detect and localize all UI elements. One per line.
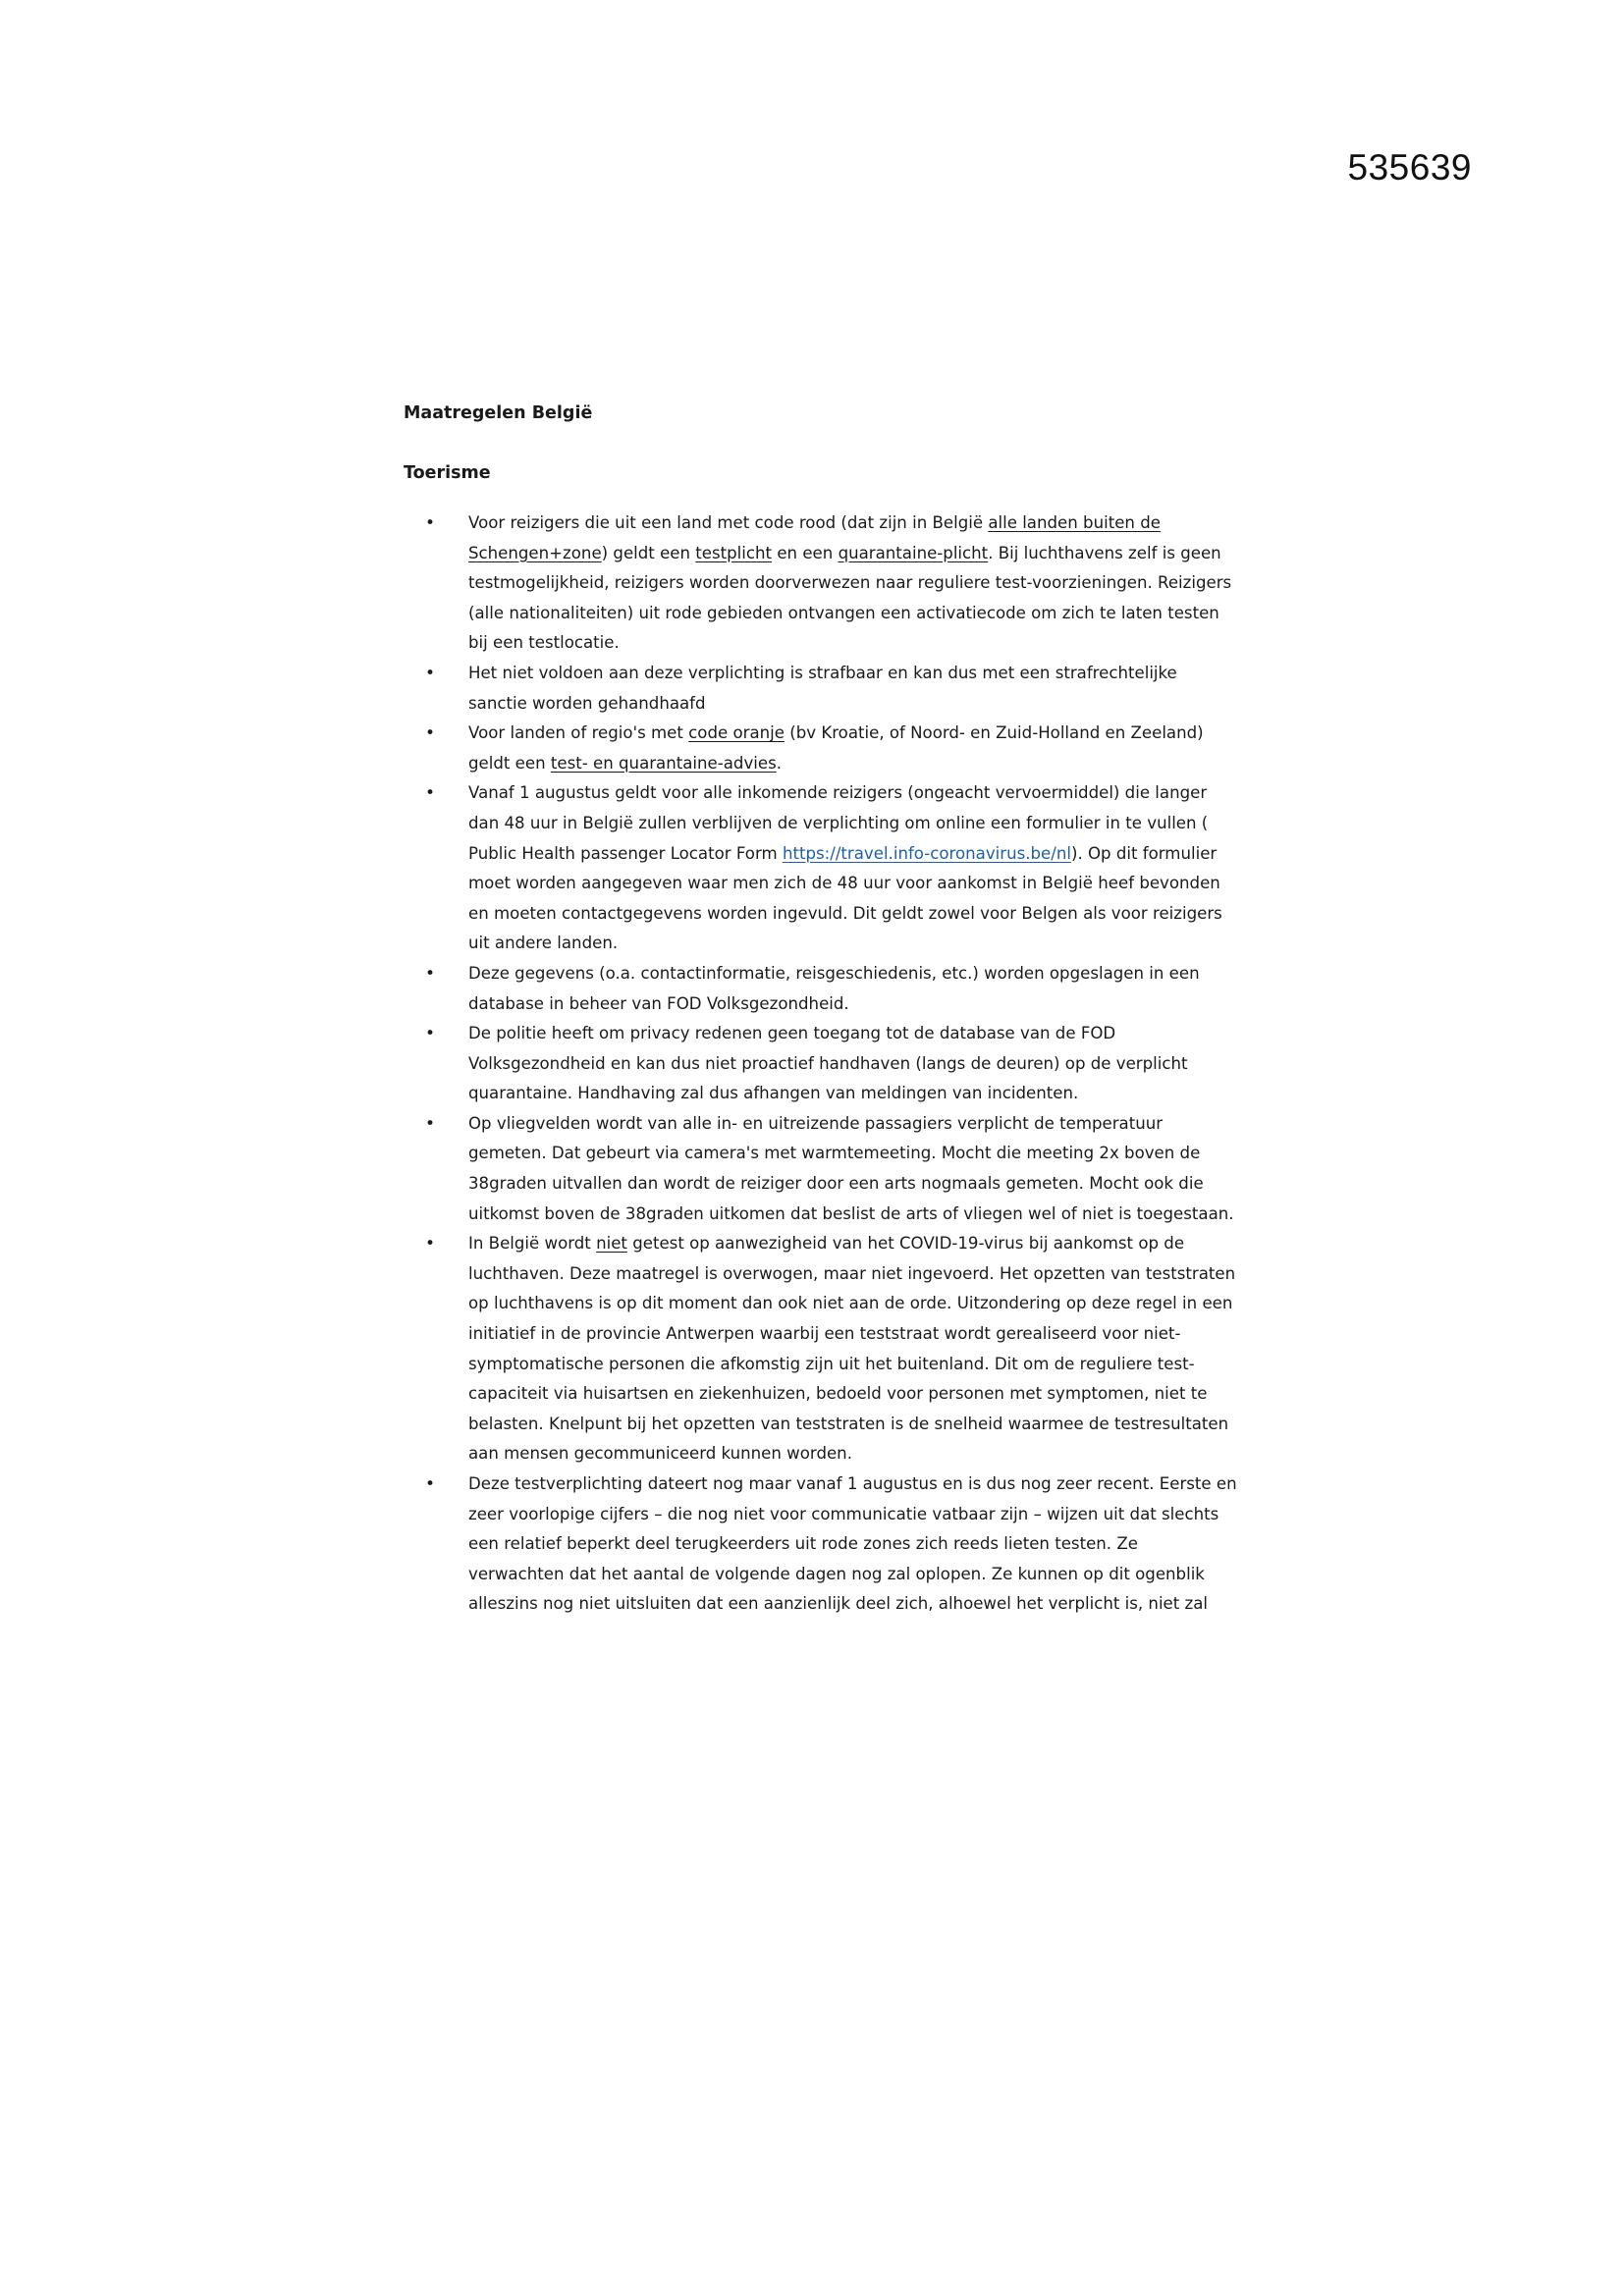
underlined-text: quarantaine-plicht [838, 543, 989, 562]
list-item [404, 778, 1238, 959]
underlined-text: code oranje [688, 723, 785, 743]
list-item [404, 659, 1238, 719]
hyperlink[interactable]: https://travel.info-coronavirus.be/nl [782, 843, 1071, 863]
text-run: . [776, 753, 783, 773]
document-number: 535639 [1347, 147, 1472, 187]
text-run: Het niet voldoen aan deze verplichting is strafbaar en kan dus met een strafrechtelijke sanctie worden gehandhaafd [468, 663, 1177, 713]
document-body [404, 399, 1238, 1620]
text-run: . Bij luchthavens zelf is geen testmogelijkheid, reizigers worden doorverwezen naar reguliere test-voorzieningen. Reizigers (alle nationaliteiten) uit rode gebieden ontvangen een activatiecode om zich te laten testen bij een testlocatie. [468, 543, 1232, 653]
text-run: Voor landen of regio's met [468, 723, 689, 743]
underlined-text: test- en quarantaine-advies [550, 753, 777, 773]
text-run: getest op aanwezigheid van het COVID-19-virus bij aankomst op de luchthaven. Deze maatregel is overwogen, maar niet ingevoerd. Het opzetten van teststraten op luchthavens is op dit moment dan ook niet aan de orde. Uitzondering op deze regel in een initiatief in de provincie Antwerpen waarbij een teststraat wordt gerealiseerd voor niet-symptomatische personen die afkomstig zijn uit het buitenland. Dit om de reguliere test-capaciteit via huisartsen en ziekenhuizen, bedoeld voor personen met symptomen, niet te belasten. Knelpunt bij het opzetten van teststraten is de snelheid waarmee de testresultaten aan mensen gecommuniceerd kunnen worden. [468, 1234, 1236, 1464]
list-item [404, 959, 1238, 1019]
list-item [404, 1019, 1238, 1109]
section-heading: Toerisme [404, 463, 491, 483]
underlined-text: niet [596, 1234, 627, 1254]
text-run: In België wordt [468, 1234, 597, 1254]
text-run: Voor reizigers die uit een land met code rood (dat zijn in België [468, 513, 989, 532]
text-run: Op vliegvelden wordt van alle in- en uitreizende passagiers verplicht de temperatuur gemeten. Dat gebeurt via camera's met warmtemeeting. Mocht die meeting 2x boven de 38graden uitvallen dan wordt de reiziger door een arts nogmaals gemeten. Mocht ook die uitkomst boven de 38graden uitkomen dat beslist de arts of vliegen wel of niet is toegestaan. [468, 1113, 1234, 1223]
text-run: Vanaf 1 augustus geldt voor alle inkomende reizigers (ongeacht vervoermiddel) die langer dan 48 uur in België zullen verblijven de verplichting om online een formulier in te vullen ( Public Health passenger Locator Form [468, 783, 1209, 863]
list-item [404, 1469, 1238, 1620]
text-run: Deze testverplichting dateert nog maar vanaf 1 augustus en is dus nog zeer recent. Eerste en zeer voorlopige cijfers – die nog niet voor communicatie vatbaar zijn – wijzen uit dat slechts een relatief beperkt deel terugkeerders uit rode zones zich reeds lieten testen. Ze verwachten dat het aantal de volgende dagen nog zal oplopen. Ze kunnen op dit ogenblik alleszins nog niet uitsluiten dat een aanzienlijk deel zich, alhoewel het verplicht is, niet zal [468, 1474, 1237, 1614]
underlined-text: testplicht [695, 543, 773, 562]
text-run: en een [772, 543, 839, 562]
text-run: De politie heeft om privacy redenen geen toegang tot de database van de FOD Volksgezondheid en kan dus niet proactief handhaven (langs de deuren) op de verplicht quarantaine. Handhaving zal dus afhangen van meldingen van incidenten. [468, 1024, 1188, 1103]
text-run: (bv Kroatie, of Noord- en Zuid-Holland en Zeeland) geldt een [468, 723, 1204, 773]
text-run: ) geldt een [601, 543, 696, 562]
list-item [404, 1229, 1238, 1469]
page-title: Maatregelen België [404, 403, 593, 423]
list-item [404, 508, 1238, 659]
text-run: ). Op dit formulier moet worden aangegeven waar men zich de 48 uur voor aankomst in België heef bevonden en moeten contactgegevens worden ingevuld. Dit geldt zowel voor Belgen als voor reizigers uit andere landen. [468, 843, 1222, 953]
text-run: Deze gegevens (o.a. contactinformatie, reisgeschiedenis, etc.) worden opgeslagen in een database in beheer van FOD Volksgezondheid. [468, 963, 1200, 1013]
list-item [404, 1109, 1238, 1229]
underlined-text: alle landen buiten de Schengen+zone [468, 513, 1161, 562]
bullet-list [404, 508, 1238, 1620]
list-item [404, 719, 1238, 778]
